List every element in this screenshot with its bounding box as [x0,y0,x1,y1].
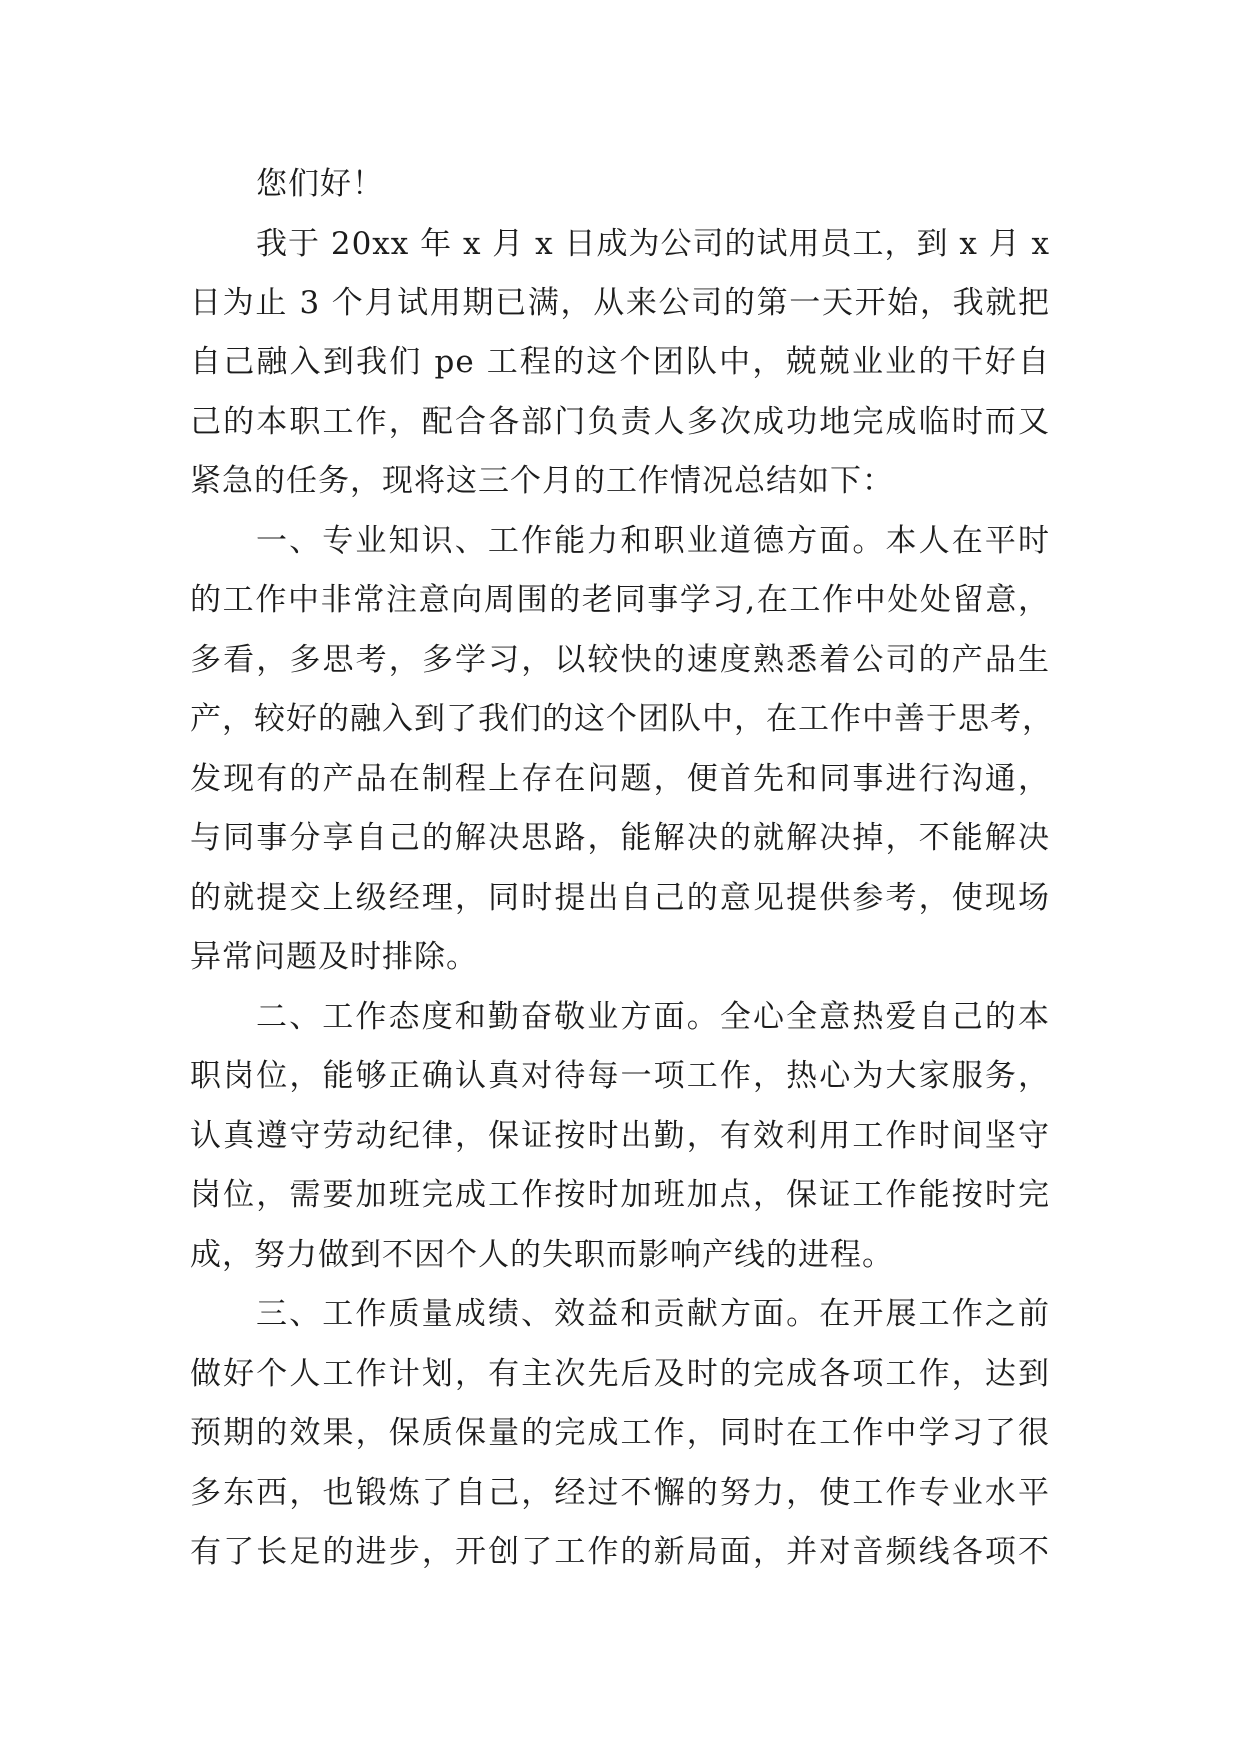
paragraph-line: 己的本职工作，配合各部门负责人多次成功地完成临时而又 [190,404,1050,440]
greeting-line: 您们好！ [256,166,384,202]
section-heading-line: 三、工作质量成绩、效益和贡献方面。在开展工作之前 [256,1296,1050,1332]
paragraph-line: 发现有的产品在制程上存在问题，便首先和同事进行沟通， [190,761,1050,797]
paragraph-line: 职岗位，能够正确认真对待每一项工作，热心为大家服务， [190,1058,1050,1094]
paragraph-line: 日为止 3 个月试用期已满，从来公司的第一天开始，我就把 [190,285,1050,321]
section-heading-line: 一、专业知识、工作能力和职业道德方面。本人在平时 [256,523,1050,559]
paragraph-line: 认真遵守劳动纪律，保证按时出勤，有效利用工作时间坚守 [190,1118,1050,1154]
paragraph-line: 做好个人工作计划，有主次先后及时的完成各项工作，达到 [190,1356,1050,1392]
paragraph-line: 自己融入到我们 pe 工程的这个团队中，兢兢业业的干好自 [190,344,1050,380]
paragraph-line: 我于 20xx 年 x 月 x 日成为公司的试用员工，到 x 月 x [256,226,1051,262]
paragraph-line: 异常问题及时排除。 [190,939,478,975]
paragraph-line: 有了长足的进步，开创了工作的新局面，并对音频线各项不 [190,1534,1050,1570]
paragraph-line: 多看，多思考，多学习，以较快的速度熟悉着公司的产品生 [190,642,1050,678]
paragraph-line: 预期的效果，保质保量的完成工作，同时在工作中学习了很 [190,1415,1050,1451]
paragraph-line: 紧急的任务，现将这三个月的工作情况总结如下： [190,463,894,499]
paragraph-line: 与同事分享自己的解决思路，能解决的就解决掉，不能解决 [190,820,1050,856]
paragraph-line: 多东西，也锻炼了自己，经过不懈的努力，使工作专业水平 [190,1475,1050,1511]
section-heading-line: 二、工作态度和勤奋敬业方面。全心全意热爱自己的本 [256,999,1050,1035]
paragraph-line: 的工作中非常注意向周围的老同事学习,在工作中处处留意， [190,582,1050,618]
paragraph-line: 成，努力做到不因个人的失职而影响产线的进程。 [190,1237,894,1273]
paragraph-line: 产，较好的融入到了我们的这个团队中，在工作中善于思考， [190,701,1054,737]
paragraph-line: 的就提交上级经理，同时提出自己的意见提供参考，使现场 [190,880,1050,916]
paragraph-line: 岗位，需要加班完成工作按时加班加点，保证工作能按时完 [190,1177,1050,1213]
